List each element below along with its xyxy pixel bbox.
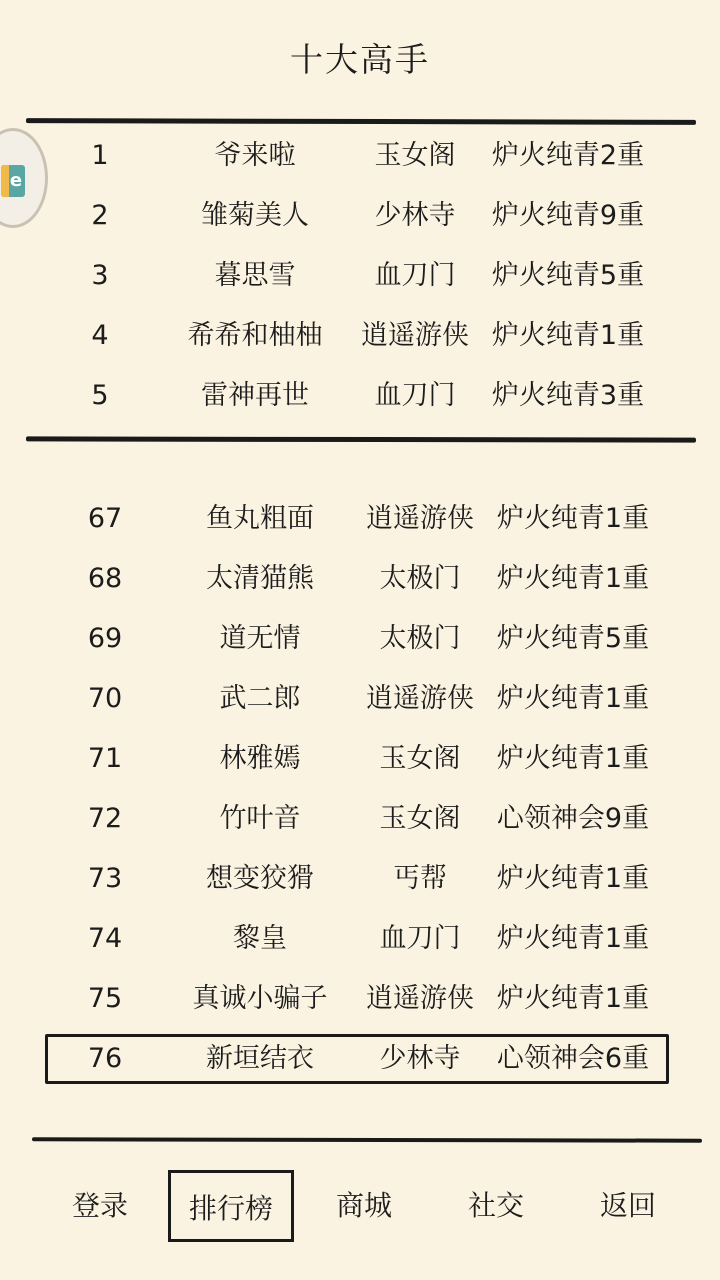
player-level: 炉火纯青5重 (491, 260, 645, 291)
player-name: 雏菊美人 (201, 200, 309, 231)
player-level: 炉火纯青9重 (491, 200, 645, 231)
nav-social[interactable]: 社交 (467, 1189, 524, 1222)
player-sect: 玉女阁 (379, 743, 461, 774)
player-name: 鱼丸粗面 (206, 503, 314, 534)
top-ranking-row (0, 366, 720, 426)
top-ranking-row (0, 126, 720, 186)
player-name: 真诚小骗子 (192, 983, 328, 1014)
player-level: 炉火纯青1重 (496, 683, 650, 714)
ranking-row (0, 609, 720, 669)
player-sect: 逍遥游侠 (366, 683, 474, 714)
ranking-row (0, 669, 720, 729)
rank-number: 70 (87, 683, 123, 714)
player-name: 暮思雪 (214, 260, 296, 291)
ranking-row (0, 969, 720, 1029)
rank-number: 74 (87, 923, 123, 954)
player-name: 竹叶音 (219, 803, 301, 834)
player-name: 雷神再世 (201, 380, 309, 411)
player-level: 炉火纯青1重 (491, 320, 645, 351)
player-sect: 血刀门 (379, 923, 461, 954)
player-level: 炉火纯青1重 (496, 923, 650, 954)
bottom-divider (32, 1137, 702, 1142)
player-name: 林雅嫣 (219, 743, 301, 774)
nav-shop[interactable]: 商城 (335, 1189, 392, 1222)
top-ranking-row (0, 306, 720, 366)
rank-number: 72 (87, 803, 123, 834)
rank-number: 76 (87, 1043, 123, 1074)
player-name: 希希和柚柚 (187, 320, 323, 351)
player-sect: 血刀门 (374, 260, 456, 291)
rank-number: 1 (91, 140, 109, 171)
player-name: 道无情 (219, 623, 301, 654)
player-level: 心领神会6重 (496, 1043, 650, 1074)
rank-number: 73 (87, 863, 123, 894)
player-name: 想变狡猾 (206, 863, 314, 894)
player-level: 炉火纯青2重 (491, 140, 645, 171)
ranking-row (0, 849, 720, 909)
nav-leaderboard[interactable]: 排行榜 (168, 1170, 294, 1242)
nav-back[interactable]: 返回 (599, 1189, 656, 1222)
middle-divider (26, 436, 696, 442)
player-level: 炉火纯青3重 (491, 380, 645, 411)
player-sect: 少林寺 (379, 1043, 461, 1074)
player-level: 炉火纯青1重 (496, 563, 650, 594)
rank-number: 69 (87, 623, 123, 654)
player-level: 炉火纯青1重 (496, 983, 650, 1014)
top-divider (26, 118, 696, 125)
player-name: 黎皇 (233, 923, 287, 954)
ranking-row (0, 549, 720, 609)
player-sect: 太极门 (379, 563, 461, 594)
player-level: 炉火纯青1重 (496, 863, 650, 894)
rank-number: 68 (87, 563, 123, 594)
rank-number: 2 (91, 200, 109, 231)
player-level: 炉火纯青5重 (496, 623, 650, 654)
player-sect: 少林寺 (374, 200, 456, 231)
player-name: 武二郎 (219, 683, 301, 714)
player-level: 炉火纯青1重 (496, 503, 650, 534)
top-ranking-row (0, 246, 720, 306)
ranking-row (0, 489, 720, 549)
player-level: 炉火纯青1重 (496, 743, 650, 774)
ranking-row (0, 729, 720, 789)
player-sect: 逍遥游侠 (366, 983, 474, 1014)
ranking-row (0, 909, 720, 969)
player-level: 心领神会9重 (496, 803, 650, 834)
player-sect: 玉女阁 (379, 803, 461, 834)
player-sect: 玉女阁 (374, 140, 456, 171)
rank-number: 75 (87, 983, 123, 1014)
top-ranking-row (0, 186, 720, 246)
player-sect: 丐帮 (393, 863, 447, 894)
rank-number: 67 (87, 503, 123, 534)
player-name: 爷来啦 (214, 140, 296, 171)
page-title: 十大高手 (290, 40, 430, 79)
rank-number: 4 (91, 320, 109, 351)
badge-glyph: e (9, 170, 23, 191)
player-name: 新垣结衣 (206, 1043, 314, 1074)
player-sect: 逍遥游侠 (366, 503, 474, 534)
nav-login[interactable]: 登录 (71, 1189, 128, 1222)
current-player-row (0, 1029, 720, 1089)
player-sect: 血刀门 (374, 380, 456, 411)
ranking-row (0, 789, 720, 849)
player-sect: 逍遥游侠 (361, 320, 469, 351)
player-sect: 太极门 (379, 623, 461, 654)
player-name: 太清猫熊 (206, 563, 314, 594)
rank-number: 3 (91, 260, 109, 291)
rank-number: 71 (87, 743, 123, 774)
rank-number: 5 (91, 380, 109, 411)
